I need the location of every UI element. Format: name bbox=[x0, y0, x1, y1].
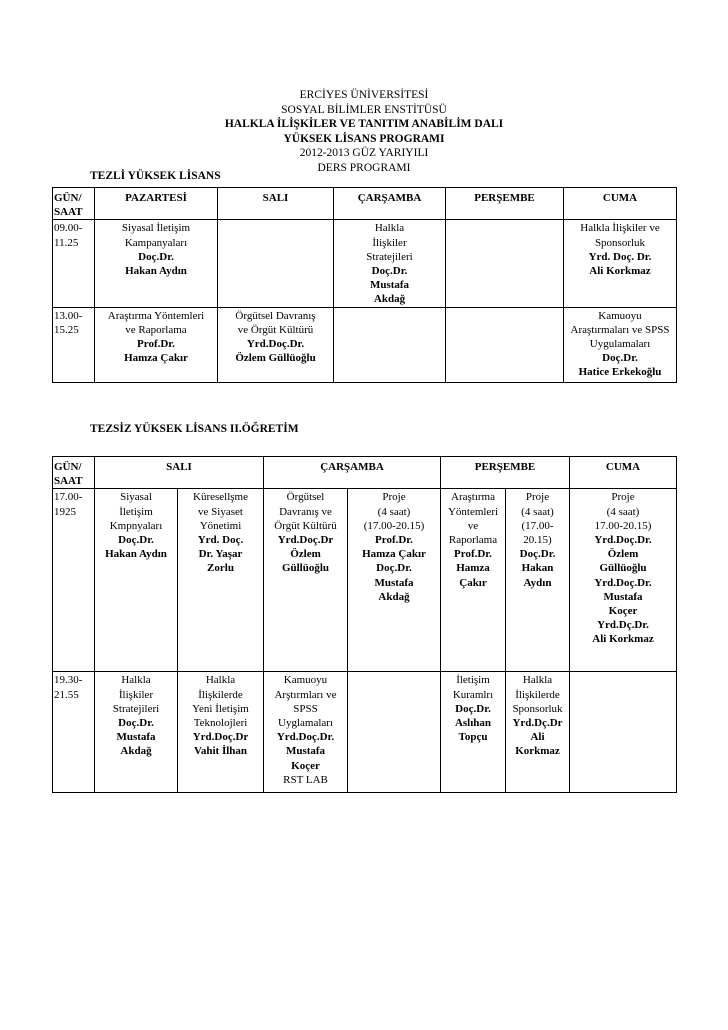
course-line: Davranış ve bbox=[279, 505, 332, 518]
course-line: Yrd.Dç.Dr bbox=[512, 717, 563, 730]
course-line: Yrd.Dç.Dr. bbox=[597, 619, 649, 632]
course-line: Doç.Dr. bbox=[371, 265, 408, 278]
course-line: Araştırmaları ve SPSS bbox=[570, 323, 670, 336]
course-cell bbox=[178, 489, 264, 672]
course-line: Aydın bbox=[523, 576, 552, 589]
course-line: İlişkiler bbox=[118, 688, 154, 701]
table-row bbox=[53, 307, 677, 382]
column-header-day-time: GÜN/ SAAT bbox=[53, 457, 95, 489]
course-line: Örgütsel Davranış bbox=[235, 309, 316, 322]
tezli-schedule-table bbox=[52, 187, 677, 383]
course-line: (17.00-20.15) bbox=[363, 519, 425, 532]
course-cell bbox=[334, 307, 446, 382]
course-cell bbox=[218, 220, 334, 307]
course-line: 20.15) bbox=[523, 534, 552, 547]
course-line: Koçer bbox=[291, 759, 320, 772]
course-line: Dr. Yaşar bbox=[198, 548, 243, 561]
course-line: ve Raporlama bbox=[125, 323, 187, 336]
course-line: Sponsorluk bbox=[512, 702, 563, 715]
course-line: Halkla bbox=[374, 222, 405, 235]
course-line: RST LAB bbox=[283, 773, 328, 786]
course-line: İlişkiler bbox=[372, 236, 407, 249]
course-line: Proje bbox=[525, 491, 550, 504]
course-line: (4 saat) bbox=[606, 505, 640, 518]
course-line: Hamza Çakır bbox=[124, 352, 188, 365]
course-line: Yrd.Doç.Dr. bbox=[246, 338, 305, 351]
course-line: Stratejileri bbox=[112, 702, 160, 715]
course-line: Zorlu bbox=[207, 562, 234, 575]
header-line: DERS PROGRAMI bbox=[317, 161, 411, 174]
course-line: Stratejileri bbox=[366, 250, 413, 263]
course-cell bbox=[446, 220, 564, 307]
course-cell bbox=[506, 489, 570, 672]
course-line: ve Siyaset bbox=[198, 505, 243, 518]
course-line: Raporlama bbox=[448, 534, 498, 547]
column-header-friday: CUMA bbox=[564, 188, 677, 220]
course-line: Araştırma bbox=[451, 491, 495, 504]
column-header-monday: PAZARTESİ bbox=[95, 188, 218, 220]
course-cell bbox=[570, 489, 677, 672]
course-line: Akdağ bbox=[373, 293, 406, 306]
header-line: ERCİYES ÜNİVERSİTESİ bbox=[299, 89, 429, 101]
course-line: Özlem bbox=[290, 548, 321, 561]
course-line: Halkla bbox=[205, 674, 236, 687]
course-line: Uygulamaları bbox=[589, 338, 651, 351]
course-cell bbox=[264, 672, 348, 793]
course-line: Prof.Dr. bbox=[454, 548, 492, 561]
course-line: Prof.Dr. bbox=[375, 534, 413, 547]
course-line: Uyglamaları bbox=[278, 717, 333, 730]
time-slot: 09.00- 11.25 bbox=[53, 220, 95, 307]
course-line: Halkla bbox=[522, 674, 553, 687]
tezsiz-section-title: TEZSİZ YÜKSEK LİSANS II.ÖĞRETİM bbox=[90, 423, 299, 435]
course-line: Ali Korkmaz bbox=[592, 633, 654, 646]
table-header-row bbox=[53, 188, 677, 220]
course-line: (17.00- bbox=[521, 519, 554, 532]
course-line: Doç.Dr. bbox=[602, 352, 638, 365]
course-line: Yrd. Doç. Dr. bbox=[588, 250, 652, 263]
column-header-tuesday: SALI bbox=[218, 188, 334, 220]
course-cell bbox=[348, 489, 441, 672]
table-header-row bbox=[53, 457, 677, 489]
course-line: İlişkilerde bbox=[515, 688, 560, 701]
course-cell bbox=[95, 307, 218, 382]
header-line: SOSYAL BİLİMLER ENSTİTÜSÜ bbox=[281, 103, 447, 116]
course-line: Sponsorluk bbox=[594, 236, 646, 249]
course-line: 17.00-20.15) bbox=[594, 519, 652, 532]
tezsiz-schedule-table bbox=[52, 456, 677, 793]
course-line: Özlem Güllüoğlu bbox=[235, 352, 316, 365]
course-line: Hakan Aydın bbox=[125, 265, 187, 278]
course-line: Güllüoğlu bbox=[281, 562, 330, 575]
course-line: Yeni İletişim bbox=[192, 702, 249, 715]
column-header-wednesday: ÇARŞAMBA bbox=[334, 188, 446, 220]
course-line: İletişim bbox=[456, 674, 490, 687]
column-header-friday: CUMA bbox=[570, 457, 677, 489]
course-line: Kmpnyaları bbox=[109, 519, 163, 532]
course-cell bbox=[564, 307, 677, 382]
course-line: Akdağ bbox=[378, 590, 410, 603]
course-line: Yrd.Doç.Dr. bbox=[594, 534, 652, 547]
course-line: Özlem bbox=[607, 548, 639, 561]
course-line: Hakan Aydın bbox=[105, 548, 167, 561]
course-line: Siyasal İletişim bbox=[121, 222, 191, 235]
column-header-wednesday: ÇARŞAMBA bbox=[264, 457, 441, 489]
column-header-thursday: PERŞEMBE bbox=[446, 188, 564, 220]
header-line: 2012-2013 GÜZ YARIYILI bbox=[299, 147, 429, 159]
course-line: Prof.Dr. bbox=[137, 338, 175, 351]
time-slot: 13.00- 15.25 bbox=[53, 307, 95, 382]
course-line: Yöntemleri bbox=[447, 505, 499, 518]
course-line: Doç.Dr. bbox=[118, 534, 154, 547]
course-line: Aslıhan bbox=[454, 717, 492, 730]
course-line: Topçu bbox=[458, 731, 488, 744]
course-line: Güllüoğlu bbox=[599, 562, 647, 575]
course-cell bbox=[95, 672, 178, 793]
course-line: Siyasal bbox=[120, 491, 152, 504]
course-cell bbox=[264, 489, 348, 672]
course-line: (4 saat) bbox=[377, 505, 411, 518]
course-line: Küresellşme bbox=[193, 491, 248, 504]
course-line: Hamza bbox=[456, 562, 490, 575]
course-cell bbox=[506, 672, 570, 793]
course-line: Arştırmları ve bbox=[274, 688, 337, 701]
course-line: Mustafa bbox=[374, 576, 414, 589]
course-line: Yrd. Doç. bbox=[197, 534, 244, 547]
course-line: Doç.Dr. bbox=[519, 548, 556, 561]
course-line: Akdağ bbox=[120, 745, 152, 758]
course-line: SPSS bbox=[293, 702, 318, 715]
header-line: HALKLA İLİŞKİLER VE TANITIM ANABİLİM DALI bbox=[224, 118, 504, 130]
course-line: ve Örgüt Kültürü bbox=[237, 323, 314, 336]
course-line: Yrd.Doç.Dr. bbox=[594, 576, 652, 589]
course-line: Doç.Dr. bbox=[376, 562, 412, 575]
course-cell bbox=[570, 672, 677, 793]
course-line: Ali bbox=[530, 731, 545, 744]
course-cell bbox=[95, 220, 218, 307]
time-slot: 17.00- 1925 bbox=[53, 489, 95, 672]
document-header bbox=[0, 88, 728, 175]
course-line: Hatice Erkekoğlu bbox=[578, 366, 662, 379]
course-cell bbox=[348, 672, 441, 793]
course-line: Proje bbox=[382, 491, 406, 504]
course-line: İlişkilerde bbox=[198, 688, 243, 701]
course-line: Çakır bbox=[459, 576, 487, 589]
table-row bbox=[53, 672, 677, 793]
course-cell bbox=[178, 672, 264, 793]
table-row bbox=[53, 220, 677, 307]
course-line: ve bbox=[467, 519, 479, 532]
course-line: Halkla İlişkiler ve bbox=[580, 222, 660, 235]
course-line: Mustafa bbox=[603, 590, 643, 603]
course-line: Mustafa bbox=[116, 731, 156, 744]
course-line: Proje bbox=[611, 491, 635, 504]
course-line: Mustafa bbox=[369, 279, 410, 292]
course-line: Ali Korkmaz bbox=[589, 265, 651, 278]
course-cell bbox=[446, 307, 564, 382]
header-line: YÜKSEK LİSANS PROGRAMI bbox=[283, 132, 445, 145]
course-line: Halkla bbox=[121, 674, 151, 687]
course-line: Doç.Dr. bbox=[455, 702, 491, 715]
course-line: (4 saat) bbox=[521, 505, 554, 518]
course-cell bbox=[334, 220, 446, 307]
course-line: Teknolojleri bbox=[193, 717, 248, 730]
course-line: Yrd.Doç.Dr bbox=[277, 534, 334, 547]
course-line: Kampanyaları bbox=[124, 236, 188, 249]
course-line: Hakan bbox=[521, 562, 554, 575]
column-header-tuesday: SALI bbox=[95, 457, 264, 489]
course-cell bbox=[441, 489, 506, 672]
course-line: İletişim bbox=[119, 505, 153, 518]
course-cell bbox=[95, 489, 178, 672]
course-line: Koçer bbox=[608, 605, 638, 618]
course-line: Kamuoyu bbox=[598, 309, 642, 322]
course-line: Yönetimi bbox=[199, 519, 242, 532]
table-row bbox=[53, 489, 677, 672]
course-line: Doç.Dr. bbox=[138, 250, 174, 263]
column-header-day-time: GÜN/ SAAT bbox=[53, 188, 95, 220]
course-line: Yrd.Doç.Dr bbox=[192, 731, 249, 744]
course-line: Kamuoyu bbox=[283, 674, 328, 687]
course-line: Kuramlrı bbox=[452, 688, 494, 701]
course-cell bbox=[441, 672, 506, 793]
course-line: Örgütsel bbox=[286, 491, 325, 504]
course-line: Araştırma Yöntemleri bbox=[107, 309, 205, 322]
column-header-thursday: PERŞEMBE bbox=[441, 457, 570, 489]
course-cell bbox=[564, 220, 677, 307]
course-line: Mustafa bbox=[285, 745, 326, 758]
course-line: Hamza Çakır bbox=[362, 548, 426, 561]
course-line: Yrd.Doç.Dr. bbox=[276, 731, 335, 744]
course-line: Örgüt Kültürü bbox=[274, 519, 337, 532]
tezli-section-title: TEZLİ YÜKSEK LİSANS bbox=[90, 170, 221, 182]
course-line: Doç.Dr. bbox=[118, 717, 154, 730]
course-line: Korkmaz bbox=[515, 745, 560, 758]
time-slot: 19.30- 21.55 bbox=[53, 672, 95, 793]
course-cell bbox=[218, 307, 334, 382]
course-line: Vahit İlhan bbox=[193, 745, 248, 758]
